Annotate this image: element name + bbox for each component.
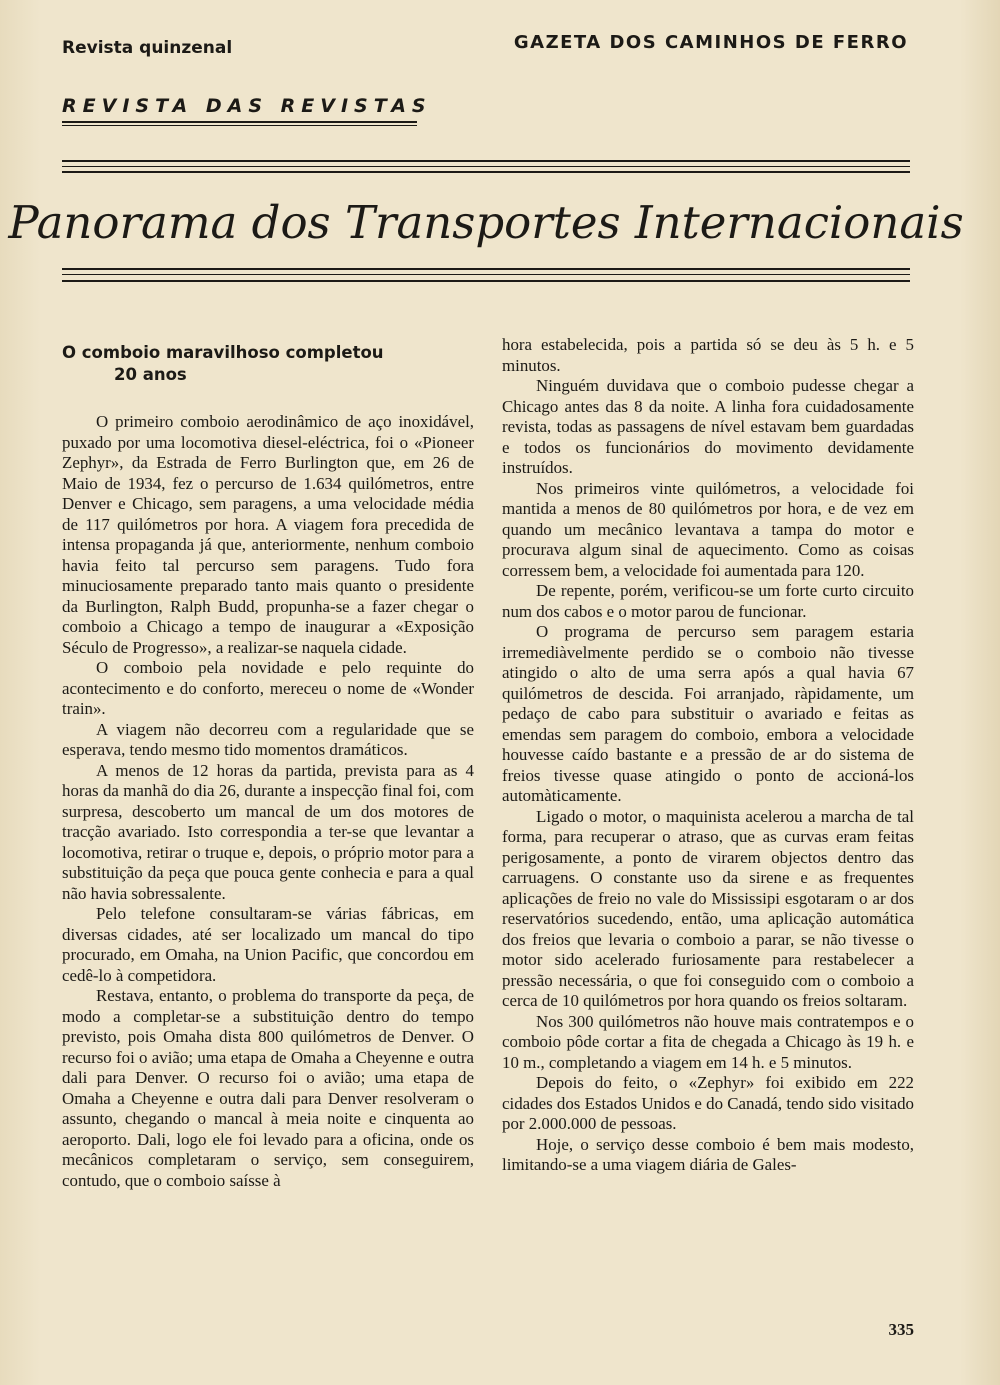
paragraph: Pelo telefone consultaram-se várias fábricas, em diversas cidades, até ser localizado um mancal do tipo procurado, em Omaha, na Union Pacific, que concordou em cedê-lo à competidora. xyxy=(62,904,474,985)
paragraph: De repente, porém, verificou-se um forte curto circuito num dos cabos e o motor parou de funcionar. xyxy=(502,581,914,621)
article-heading-line2: 20 anos xyxy=(114,365,187,384)
section-underline xyxy=(62,121,417,123)
paragraph: Depois do feito, o «Zephyr» foi exibido em 222 cidades dos Estados Unidos e do Canadá, tendo sido visitado por 2.000.000 de pessoas. xyxy=(502,1073,914,1133)
paragraph: Nos 300 quilómetros não houve mais contratempos e o comboio pôde cortar a fita de chegada a Chicago às 19 h. e 10 m., completando a viagem em 14 h. e 5 minutos. xyxy=(502,1011,914,1072)
periodicity-label: Revista quinzenal xyxy=(62,38,233,58)
paragraph: A viagem não decorreu com a regularidade que se esperava, tendo mesmo tido momentos dramáticos. xyxy=(62,719,474,759)
title-rule-bottom-thin xyxy=(62,274,910,275)
title-rule-top xyxy=(62,160,910,162)
title-rule-top-2 xyxy=(62,171,910,173)
page-number: 335 xyxy=(888,1320,914,1339)
paragraph: O primeiro comboio aerodinâmico de aço inoxidável, puxado por uma locomotiva diesel-eléctrica, foi o «Pioneer Zephyr», da Estrada de Ferro Burlington que, em 26 de Maio de 1934, fez o percurso de 1.634 quilómetros, entre Denver e Chicago, sem paragens, a uma velocidade média de 117 quilómetros por hora. A viagem fora precedida de intensa propaganda já que, anteriormente, nenhum comboio havia feito tal percurso sem paragens. Tudo fora minuciosamente preparado tanto mais quanto o presidente da Burlington, Ralph Budd, propunha-se a fazer chegar o comboio a Chicago a tempo de inaugurar a «Exposição Século de Progresso», a realizar-se naquela cidade. xyxy=(62,412,474,657)
publication-title: GAZETA DOS CAMINHOS DE FERRO xyxy=(513,32,908,53)
article-column-left xyxy=(62,335,474,1191)
title-rule-bottom xyxy=(62,268,910,270)
paragraph: Nos primeiros vinte quilómetros, a velocidade foi mantida a menos de 80 quilómetros por hora, e de vez em quando um mecânico levantava a tampa do motor e procurava algum sinal de aquecimento. Como as coisas corressem bem, a velocidade foi aumentada para 120. xyxy=(502,478,914,580)
section-underline-thin xyxy=(62,125,417,126)
paragraph: Restava, entanto, o problema do transporte da peça, de modo a completar-se a substituição dentro do tempo previsto, pois Omaha dista 800 quilómetros de Denver. O recurso foi o avião; uma etapa de Omaha a Cheyenne e outra dali para Denver. O recurso foi o avião; uma etapa de Omaha a Cheyenne e outra dali para Denver resolveram o assunto, chegando o mancal à meia noite e cinquenta ao aeroporto. Dali, logo ele foi levado para a oficina, onde os mecânicos completaram o serviço, sem conseguirem, contudo, que o comboio saísse à xyxy=(62,986,474,1190)
paragraph: O comboio pela novidade e pelo requinte do acontecimento e do conforto, mereceu o nome de «Wonder train». xyxy=(62,658,474,718)
section-title: REVISTA DAS REVISTAS xyxy=(62,95,432,117)
title-rule-top-thin xyxy=(62,166,910,167)
paragraph: Ninguém duvidava que o comboio pudesse chegar a Chicago antes das 8 da noite. A linha fora cuidadosamente revista, todas as passagens de nível estavam bem guardadas e todos os funcionários do movimento devidamente instruídos. xyxy=(502,376,914,477)
title-rule-bottom-2 xyxy=(62,280,910,282)
paragraph: Hoje, o serviço desse comboio é bem mais modesto, limitando-se a uma viagem diária de Gales- xyxy=(502,1134,914,1174)
page-title: Panorama dos Transportes Internacionais xyxy=(8,195,964,249)
article-heading-line1: O comboio maravilhoso completou xyxy=(62,343,384,362)
paragraph: Ligado o motor, o maquinista acelerou a marcha de tal forma, para recuperar o atraso, que as curvas eram feitas perigosamente, a ponto de virarem objectos dentro das carruagens. O constante uso da sirene e as frequentes aplicações de freio no vale do Mississipi esgotaram o ar dos reservatórios sucedendo, então, uma aplicação automática dos freios que levaria o comboio a parar, se não tivesse o motor sido acelerado furiosamente para restabelecer a pressão necessária, o que foi conseguido com o comboio a cerca de 10 quilómetros por hora quando os freios soltaram. xyxy=(502,806,914,1010)
paragraph: A menos de 12 horas da partida, prevista para as 4 horas da manhã do dia 26, durante a inspecção final foi, com surpresa, descoberto um mancal de um dos motores de tracção avariado. Isto correspondia a ter-se que levantar a locomotiva, retirar o truque e, depois, o próprio motor para a substituição da peça que pouca gente conhecia e para a qual não havia sobressalente. xyxy=(62,760,474,903)
article-column-right xyxy=(502,335,914,1176)
paragraph: hora estabelecida, pois a partida só se deu às 5 h. e 5 minutos. xyxy=(502,335,914,375)
paragraph: O programa de percurso sem paragem estaria irremediàvelmente perdido se o comboio não tivesse atingido o alto de uma serra após a qual havia 67 quilómetros de descida. Foi arranjado, ràpidamente, um pedaço de cabo para substituir o avariado e feitas as emendas sem paragem do comboio, embora a velocidade houvesse caído bastante e a pressão de ar do sistema de freios tivesse quase atingido o ponto de accioná-los automàticamente. xyxy=(502,622,914,805)
article-heading xyxy=(62,342,474,386)
